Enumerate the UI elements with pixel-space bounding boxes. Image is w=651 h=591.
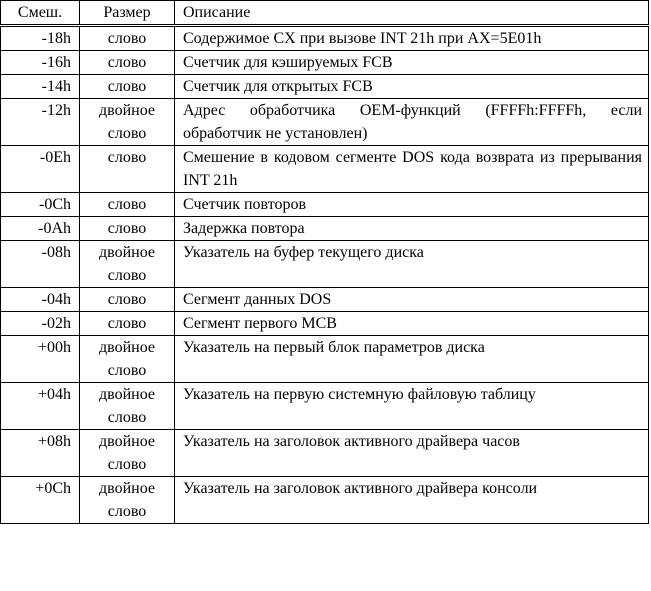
offset-cell: -0Ch bbox=[1, 193, 80, 217]
table-body bbox=[1, 26, 649, 524]
header-size: Размер bbox=[80, 1, 175, 26]
size-cell: двойное слово bbox=[80, 430, 175, 477]
description-cell: Содержимое CX при вызове INT 21h при AX=5E01h bbox=[175, 26, 649, 51]
description-cell: Сегмент данных DOS bbox=[175, 288, 649, 312]
table-row bbox=[1, 430, 649, 477]
size-cell: слово bbox=[80, 288, 175, 312]
offset-cell: -12h bbox=[1, 99, 80, 146]
table-row bbox=[1, 312, 649, 336]
offset-cell: -0Eh bbox=[1, 146, 80, 193]
table-row bbox=[1, 477, 649, 524]
header-row bbox=[1, 1, 649, 26]
table-row bbox=[1, 99, 649, 146]
offset-cell: -18h bbox=[1, 26, 80, 51]
table-row bbox=[1, 336, 649, 383]
size-cell: двойное слово bbox=[80, 383, 175, 430]
offset-cell: -16h bbox=[1, 51, 80, 75]
description-cell: Смешение в кодовом сегменте DOS кода возврата из прерывания INT 21h bbox=[175, 146, 649, 193]
table-row bbox=[1, 51, 649, 75]
offset-cell: -08h bbox=[1, 241, 80, 288]
offset-cell: -04h bbox=[1, 288, 80, 312]
size-cell: слово bbox=[80, 193, 175, 217]
description-cell: Указатель на первую системную файловую таблицу bbox=[175, 383, 649, 430]
offset-cell: -02h bbox=[1, 312, 80, 336]
size-cell: слово bbox=[80, 312, 175, 336]
header-offset: Смеш. bbox=[1, 1, 80, 26]
description-cell: Счетчик повторов bbox=[175, 193, 649, 217]
description-cell: Адрес обработчика OEM-функций (FFFFh:FFFFh, если обработчик не установлен) bbox=[175, 99, 649, 146]
description-cell: Указатель на буфер текущего диска bbox=[175, 241, 649, 288]
offset-cell: -0Ah bbox=[1, 217, 80, 241]
table-row bbox=[1, 193, 649, 217]
table-row bbox=[1, 241, 649, 288]
table-row bbox=[1, 217, 649, 241]
description-cell: Указатель на заголовок активного драйвера часов bbox=[175, 430, 649, 477]
size-cell: слово bbox=[80, 217, 175, 241]
header-description: Описание bbox=[175, 1, 649, 26]
size-cell: слово bbox=[80, 26, 175, 51]
table-row bbox=[1, 383, 649, 430]
description-cell: Сегмент первого MCB bbox=[175, 312, 649, 336]
size-cell: слово bbox=[80, 146, 175, 193]
size-cell: двойное слово bbox=[80, 99, 175, 146]
offset-cell: +04h bbox=[1, 383, 80, 430]
offset-cell: +0Ch bbox=[1, 477, 80, 524]
table-row bbox=[1, 26, 649, 51]
description-cell: Счетчик для кэшируемых FCB bbox=[175, 51, 649, 75]
table-row bbox=[1, 146, 649, 193]
size-cell: двойное слово bbox=[80, 477, 175, 524]
description-cell: Счетчик для открытых FCB bbox=[175, 75, 649, 99]
description-cell: Задержка повтора bbox=[175, 217, 649, 241]
table-row bbox=[1, 75, 649, 99]
size-cell: двойное слово bbox=[80, 336, 175, 383]
offset-cell: -14h bbox=[1, 75, 80, 99]
offset-cell: +00h bbox=[1, 336, 80, 383]
description-cell: Указатель на первый блок параметров диска bbox=[175, 336, 649, 383]
description-cell: Указатель на заголовок активного драйвера консоли bbox=[175, 477, 649, 524]
offset-cell: +08h bbox=[1, 430, 80, 477]
table-row bbox=[1, 288, 649, 312]
size-cell: слово bbox=[80, 75, 175, 99]
size-cell: слово bbox=[80, 51, 175, 75]
size-cell: двойное слово bbox=[80, 241, 175, 288]
